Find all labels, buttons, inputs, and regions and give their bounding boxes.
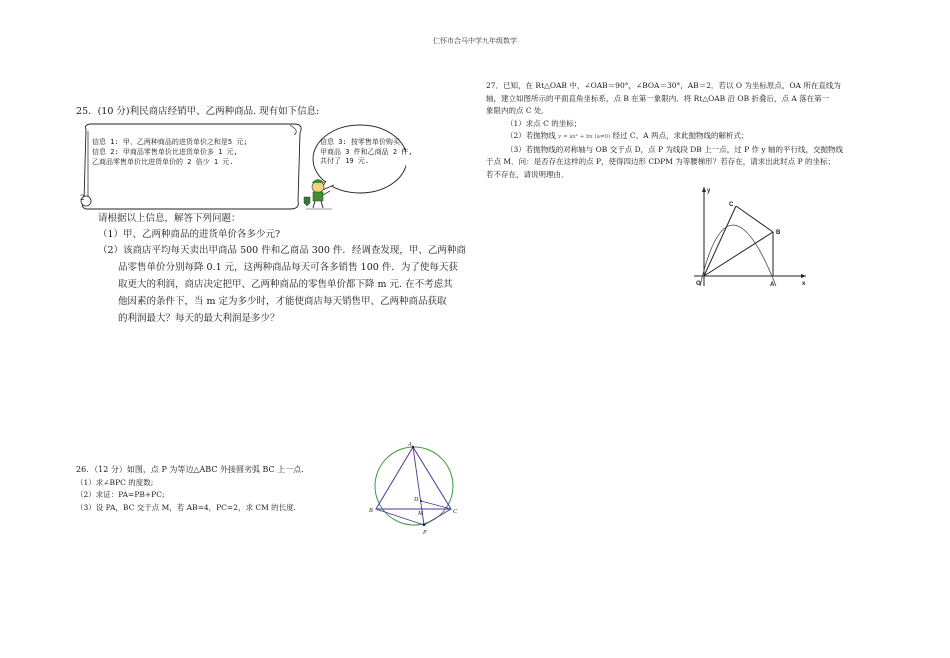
q27-part2-formula: y = ax² + bx (a≠0) — [558, 134, 611, 140]
q27-text — [486, 80, 876, 181]
info-line: 乙商品零售单价比进货单价的 2 倍少 1 元. — [92, 158, 234, 166]
label-x: x — [802, 281, 806, 287]
q25-part2-line: （2）该商店平均每天卖出甲商品 500 件和乙商品 300 件．经调查发现，甲、乙两种商 — [98, 245, 466, 256]
q25-part2-line: 品零售单价分别每降 0.1 元，这两种商品每天可各多销售 100 件．为了使每天获 — [118, 262, 458, 273]
q27-line: 象限内的点 C 处． — [486, 106, 550, 115]
info-3-text — [320, 138, 432, 167]
q27-part2 — [486, 130, 876, 144]
q26-figure — [366, 438, 466, 538]
q25-part2-line: 取更大的利润，商店决定把甲、乙两种商品的零售单价都下降 m 元. 在不考虑其 — [118, 279, 453, 290]
label-b: B — [776, 230, 781, 236]
q25-part2-line: 他因素的条件下，当 m 定为多少时，才能使商店每天销售甲、乙两种商品获取 — [118, 296, 447, 307]
scroll-number: 2 — [80, 194, 85, 202]
q25-part2 — [98, 242, 480, 327]
info-line: 共付了 19 元. — [320, 157, 370, 165]
label-c: C — [729, 202, 734, 208]
label-c: C — [453, 509, 458, 515]
info-line: 信息 2: 甲商品零售单价比进货单价多 1 元, — [92, 148, 238, 156]
label-a: A — [770, 282, 775, 288]
label-y: y — [707, 188, 711, 194]
label-a: A — [408, 442, 412, 448]
page-header: 仁怀市合马中学九年级数学 — [433, 37, 517, 45]
q26-part1: （1）求∠BPC 的度数; — [76, 477, 154, 487]
q25-prompt: 请根据以上信息，解答下列问题： — [98, 213, 241, 224]
info-line: 甲商品 3 件和乙商品 2 件, — [320, 147, 413, 156]
info-line: 信息 3: 按零售单价购买 — [320, 138, 400, 146]
label-b: B — [369, 508, 373, 514]
q27-part1: （1）求点 C 的坐标； — [506, 118, 582, 128]
q27-part2-suffix: 经过 C、A 两点，求此抛物线的解析式； — [612, 131, 749, 140]
label-p: P — [423, 530, 427, 536]
label-o: O — [696, 281, 701, 287]
q25-part1: （1）甲、乙两种商品的进货单价各多少元? — [98, 229, 281, 240]
parabola — [700, 225, 776, 286]
q27-figure — [688, 182, 812, 292]
q27-part3-line: 若不存在，请说明理由． — [486, 169, 569, 179]
q25-part2-line: 的利润最大？每天的最大利润是多少？ — [118, 313, 280, 324]
q26-text — [76, 464, 376, 514]
info-1-2-text — [92, 137, 302, 167]
q27-line: 轴，建立如图所示的平面直角坐标系，点 B 在第一象限内．将 Rt△OAB 沿 OB 折叠后，点 A 落在第一 — [486, 93, 830, 103]
q27-part3-line: 于点 M．问：是否存在这样的点 P，使得四边形 CDPM 为等腰梯形？若存在，请求出此时点 P 的坐标； — [486, 157, 836, 166]
q26-heading: 26．（12 分）如图，点 P 为等边△ABC 外接圆劣弧 BC 上一点. — [76, 465, 304, 474]
q27-part3-line: （3）若抛物线的对称轴与 OB 交于点 D，点 P 为线段 DB 上一点，过 P 作 y 轴的平行线，交抛物线 — [506, 144, 844, 154]
q25-illustration — [76, 121, 406, 219]
q27-line: 27．已知，在 Rt△OAB 中，∠OAB＝90°，∠BOA＝30°，AB＝2．若以 O 为坐标原点，OA 所在直线为 — [486, 81, 841, 90]
info-line: 信息 1: 甲、乙两种商品的进货单价之和是5 元; — [92, 138, 248, 146]
label-d: D — [414, 497, 419, 503]
q27-part2-prefix: （2）若抛物线 — [506, 131, 556, 140]
circumcircle — [375, 447, 453, 525]
q25-heading: 25．(10 分)利民商店经销甲、乙两种商品. 现有如下信息: — [76, 106, 320, 117]
q26-part3: （3）设 PA，BC 交于点 M，若 AB=4，PC=2，求 CM 的长度. — [76, 502, 297, 512]
segment-pc — [424, 509, 451, 525]
label-m: M — [418, 511, 423, 517]
q26-part2: （2）求证：PA=PB+PC; — [76, 490, 165, 499]
